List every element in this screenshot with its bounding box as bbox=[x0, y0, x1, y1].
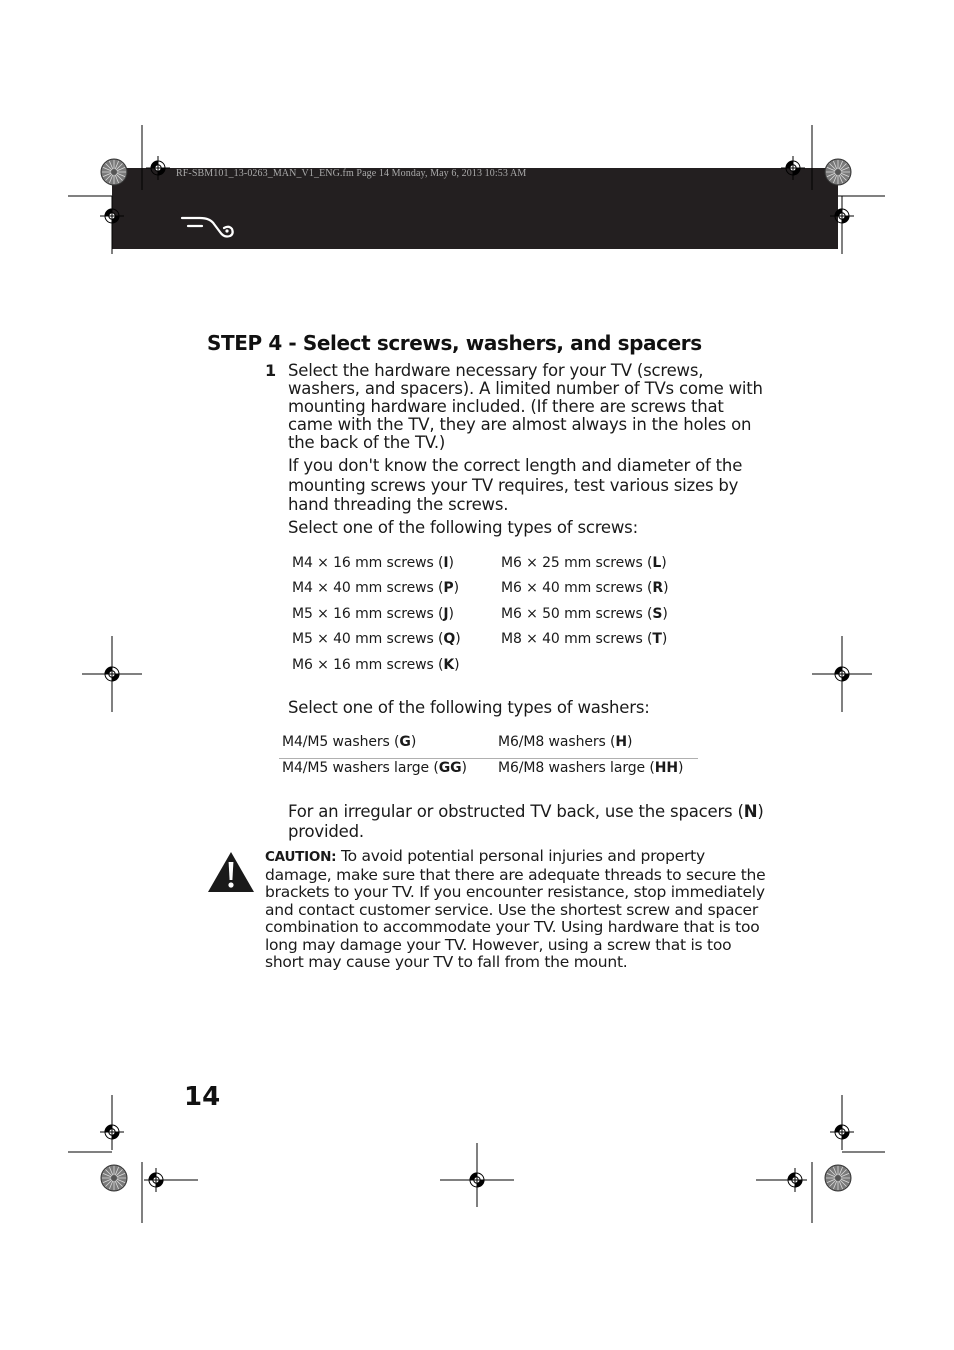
warning-triangle-icon bbox=[207, 851, 255, 897]
instruction-paragraph: If you don't know the correct length and diameter of the mounting screws your TV requires, test various sizes by hand threading the screws. bbox=[288, 456, 743, 514]
washers-intro: Select one of the following types of washers: bbox=[288, 698, 650, 717]
screw-option: M6 × 40 mm screws (R) bbox=[501, 580, 669, 596]
screw-option: M6 × 25 mm screws (L) bbox=[501, 555, 667, 571]
screw-option: M4 × 16 mm screws (I) bbox=[292, 555, 454, 571]
caution-label: CAUTION: bbox=[265, 849, 337, 865]
caution-notice bbox=[265, 848, 773, 972]
page-number: 14 bbox=[184, 1082, 221, 1112]
instruction-paragraph: Select the hardware necessary for your TV (screws, washers, and spacers). A limited number of TVs come with mounting hardware included. (If there are screws that came with the TV, they are almost always in the holes on the back of the TV.) bbox=[288, 361, 763, 452]
screw-option: M6 × 50 mm screws (S) bbox=[501, 606, 668, 622]
screws-intro: Select one of the following types of screws: bbox=[288, 518, 638, 537]
table-divider bbox=[279, 758, 698, 759]
spacers-paragraph: For an irregular or obstructed TV back, use the spacers (N) provided. bbox=[288, 802, 764, 841]
washer-option: M6/M8 washers (H) bbox=[498, 734, 633, 750]
screw-option: M6 × 16 mm screws (K) bbox=[292, 657, 460, 673]
screw-option: M5 × 16 mm screws (J) bbox=[292, 606, 454, 622]
screw-option: M4 × 40 mm screws (P) bbox=[292, 580, 459, 596]
step-item-number: 1 bbox=[265, 361, 277, 380]
step-title: STEP 4 - Select screws, washers, and spacers bbox=[207, 331, 702, 355]
screw-option: M5 × 40 mm screws (Q) bbox=[292, 631, 461, 647]
print-slug: RF-SBM101_13-0263_MAN_V1_ENG.fm Page 14 Monday, May 6, 2013 10:53 AM bbox=[176, 168, 527, 179]
washer-option: M4/M5 washers large (GG) bbox=[282, 760, 467, 776]
washer-option: M6/M8 washers large (HH) bbox=[498, 760, 684, 776]
washer-option: M4/M5 washers (G) bbox=[282, 734, 417, 750]
screw-option: M8 × 40 mm screws (T) bbox=[501, 631, 668, 647]
caution-text: To avoid potential personal injuries and property damage, make sure that there are adequate threads to secure the brackets to your TV. If you encounter resistance, stop immediately and contact customer service. Use the shortest screw and spacer combination to accommodate your TV. Using hardware that is too long may damage your TV. However, using a screw that is too short may cause your TV to fall from the mount. bbox=[265, 847, 766, 971]
